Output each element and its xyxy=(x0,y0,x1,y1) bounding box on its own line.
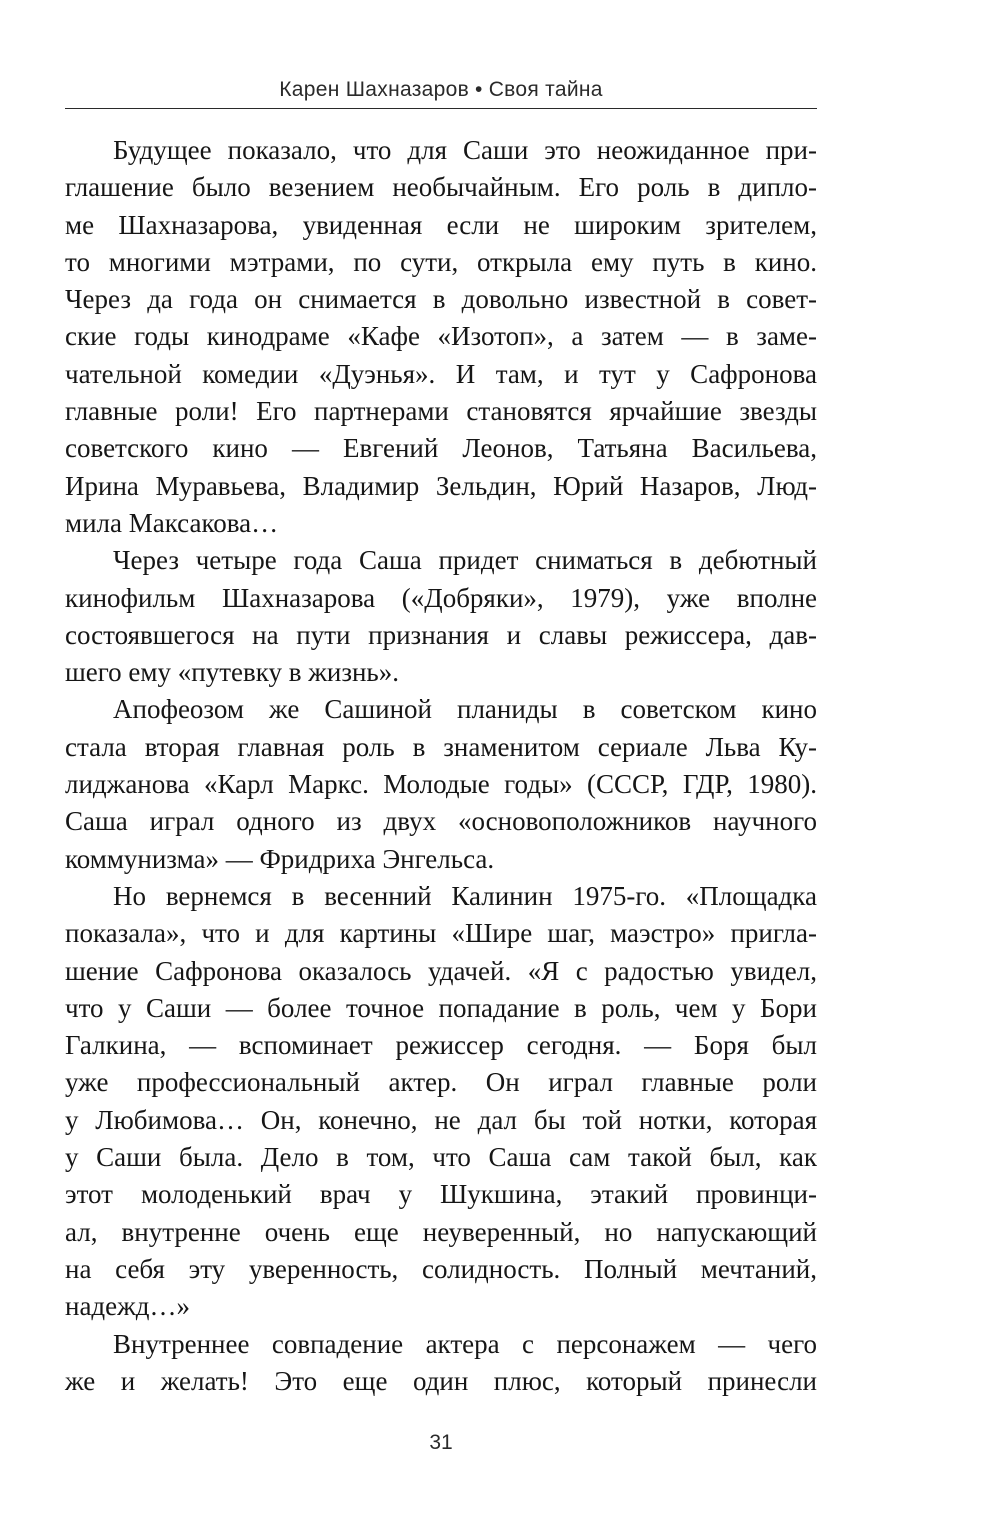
text-line: показала», что и для картины «Шире шаг, маэстро» пригла- xyxy=(65,918,817,949)
text-line: же и желать! Это еще один плюс, который принесли xyxy=(65,1365,817,1396)
text-line: Через да года он снимается в довольно известной в совет- xyxy=(65,284,817,315)
text-line: что у Саши — более точное попадание в роль, чем у Бори xyxy=(65,992,817,1023)
text-line: ские годы кинодраме «Кафе «Изотоп», а затем — в заме- xyxy=(65,321,817,352)
text-line: лиджанова «Карл Маркс. Молодые годы» (СССР, ГДР, 1980). xyxy=(65,769,817,800)
text-line: кинофильм Шахназарова («Добряки», 1979), уже вполне xyxy=(65,582,817,613)
page-number: 31 xyxy=(429,1431,453,1454)
paragraph-first-line: Но вернемся в весенний Калинин 1975-го. «Площадка xyxy=(113,880,817,911)
text-line: советского кино — Евгений Леонов, Татьяна Васильева, xyxy=(65,433,817,464)
header-author: Карен Шахназаров xyxy=(279,78,470,101)
text-line: глашение было везением необычайным. Его роль в дипло- xyxy=(65,172,817,203)
text-line: Ирина Муравьева, Владимир Зельдин, Юрий Назаров, Люд- xyxy=(65,470,817,501)
paragraph-first-line: Через четыре года Саша придет сниматься в дебютный xyxy=(113,545,817,576)
text-line: надежд…» xyxy=(65,1291,191,1322)
text-line: на себя эту уверенность, солидность. Полный мечтаний, xyxy=(65,1253,817,1284)
header-book-title: Своя тайна xyxy=(488,78,603,101)
text-line: то многими мэтрами, по сути, открыла ему путь в кино. xyxy=(65,246,817,277)
text-line: чательной комедии «Дуэнья». И там, и тут у Сафронова xyxy=(65,358,817,389)
text-line: ме Шахназарова, увиденная если не широким зрителем, xyxy=(65,209,817,240)
text-line: шего ему «путевку в жизнь». xyxy=(65,657,399,688)
text-line: состоявшегося на пути признания и славы режиссера, дав- xyxy=(65,619,817,650)
text-line: этот молоденький врач у Шукшина, этакий провинци- xyxy=(65,1179,817,1210)
text-line: у Саши была. Дело в том, что Саша сам такой был, как xyxy=(65,1142,817,1173)
paragraph-first-line: Апофеозом же Сашиной планиды в советском кино xyxy=(113,694,817,725)
text-line: ал, внутренне очень еще неуверенный, но напускающий xyxy=(65,1216,817,1247)
header-rule xyxy=(65,108,817,109)
text-line: мила Максакова… xyxy=(65,507,279,538)
text-line: коммунизма» — Фридриха Энгельса. xyxy=(65,843,495,874)
text-line: шение Сафронова оказалось удачей. «Я с радостью увидел, xyxy=(65,955,817,986)
paragraph-first-line: Будущее показало, что для Саши это неожиданное при- xyxy=(113,135,817,165)
body-text xyxy=(65,132,817,1400)
text-line: уже профессиональный актер. Он играл главные роли xyxy=(65,1067,817,1098)
text-line: стала вторая главная роль в знаменитом сериале Льва Ку- xyxy=(65,731,817,762)
text-line: Саша играл одного из двух «основоположников научного xyxy=(65,806,817,837)
running-head xyxy=(65,76,817,104)
text-line: главные роли! Его партнерами становятся ярчайшие звезды xyxy=(65,396,817,427)
header-separator: • xyxy=(475,78,483,101)
text-line: у Любимова… Он, конечно, не дал бы той нотки, которая xyxy=(65,1104,817,1135)
paragraph-first-line: Внутреннее совпадение актера с персонажем — чего xyxy=(113,1328,817,1359)
text-line: Галкина, — вспоминает режиссер сегодня. — Боря был xyxy=(65,1030,817,1061)
